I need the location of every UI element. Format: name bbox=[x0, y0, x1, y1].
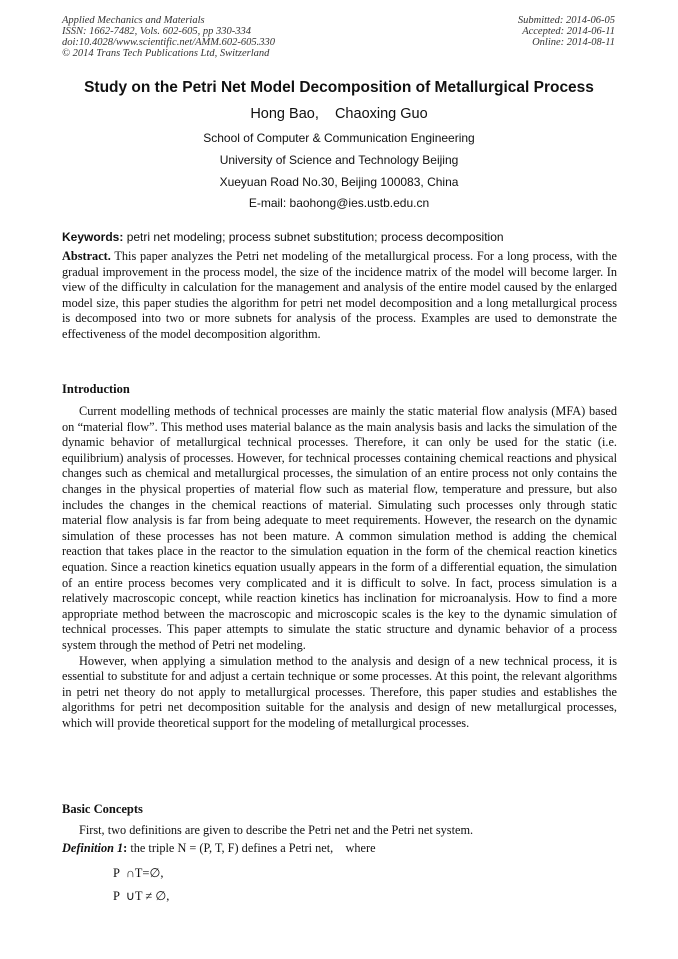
journal-name: Applied Mechanics and Materials bbox=[62, 15, 205, 26]
abstract bbox=[62, 249, 617, 343]
paper-title: Study on the Petri Net Model Decomposition of Metallurgical Process bbox=[84, 79, 594, 96]
author-email: E-mail: baohong@ies.ustb.edu.cn bbox=[248, 196, 430, 210]
doi-line: doi:10.4028/www.scientific.net/AMM.602-605.330 bbox=[62, 37, 275, 48]
formula-intersection: P ∩T=∅, bbox=[113, 866, 164, 880]
basic-concepts-intro: First, two definitions are given to describe the Petri net and the Petri net system. bbox=[79, 823, 474, 837]
affiliation-school: School of Computer & Communication Engineering bbox=[203, 131, 475, 145]
basic-concepts-heading: Basic Concepts bbox=[62, 802, 143, 816]
paper-authors: Hong Bao, Chaoxing Guo bbox=[250, 106, 428, 122]
introduction-paragraph-2: However, when applying a simulation method to the analysis and design of a new technical process, it is essential to substitute for and adjust a certain technique or some processes. At this point, the relevant algorithms in petri net theory do not apply to metallurgical processes. Therefore, this paper studies and establishes the algorithms for petri net decomposition suitable for the analysis and design of new metallurgical processes, which will provide theoretical support for the modeling of metallurgical processes. bbox=[62, 653, 617, 730]
journal-info bbox=[62, 15, 275, 59]
keywords-label: Keywords: bbox=[62, 230, 124, 244]
introduction-heading: Introduction bbox=[62, 382, 130, 396]
submission-dates bbox=[518, 15, 615, 48]
affiliation-address: Xueyuan Road No.30, Beijing 100083, China bbox=[219, 175, 459, 189]
abstract-text: This paper analyzes the Petri net modeling of the metallurgical process. For a long process, with the gradual improvement in the process model, the size of the incidence matrix of the model will become larger. In view of the difficulty in calculation for the management and analysis of the entire model caused by the enlarged model size, this paper studies the algorithm for petri net model decomposition and a long metallurgical process is decomposed into two or more subnets for analysis of the process. Examples are used to demonstrate the effectiveness of the model decomposition algorithm. bbox=[62, 249, 617, 341]
keywords bbox=[62, 230, 618, 244]
introduction-body bbox=[62, 404, 617, 731]
definition-label: Definition 1 bbox=[62, 841, 124, 855]
definition-text: the triple N = (P, T, F) defines a Petri net, where bbox=[127, 841, 376, 855]
accepted-date: Accepted: 2014-06-11 bbox=[522, 26, 615, 37]
definition-1 bbox=[62, 841, 376, 856]
affiliation-university: University of Science and Technology Beijing bbox=[219, 153, 459, 167]
definition-colon: : bbox=[123, 841, 128, 855]
issn-line: ISSN: 1662-7482, Vols. 602-605, pp 330-334 bbox=[62, 26, 251, 37]
submitted-date: Submitted: 2014-06-05 bbox=[517, 15, 615, 26]
keywords-text: petri net modeling; process subnet substitution; process decomposition bbox=[123, 230, 504, 244]
formula-union: P ∪T ≠ ∅, bbox=[113, 889, 170, 903]
abstract-label: Abstract. bbox=[62, 249, 111, 263]
introduction-paragraph-1: Current modelling methods of technical processes are mainly the static material flow analysis (MFA) based on “material flow”. This method uses material balance as the main analysis basis and lacks the simulation of the dynamic behavior of metallurgical technical processes. Therefore, it can only be used for the static (i.e. equilibrium) analysis of processes. However, for technical processes containing chemical reactions and physical changes such as chemical and metallurgical processes, the simulation of an entire process not only contains the changes in the physical properties of material flow such as material flow, temperature and pressure, but also includes the changes in the chemical reactions of material. Simulating such processes only through static material flow analysis is far from being adequate to meet requirements. However, the research on the dynamic simulation of these processes has not been mature. A common simulation method is adding the chemical reaction that takes place in the reactor to the simulation equation in the form of the chemical reaction kinetics equation. Since a reaction kinetics equation usually appears in the form of a differential equation, the simulation of an entire process becomes very complicated and it is difficult to solve. In fact, process simulation is a relatively macroscopic concept, while reaction kinetics has inclination for microanalysis. How to find a more appropriate method between the macroscopic and microscopic scales is the key to the dynamic simulation of technical processes. This paper attempts to simulate the static structure and dynamic behavior of a process system through the method of Petri net modeling. bbox=[62, 404, 617, 652]
online-date: Online: 2014-08-11 bbox=[532, 37, 615, 48]
copyright-line: © 2014 Trans Tech Publications Ltd, Switzerland bbox=[62, 48, 270, 59]
